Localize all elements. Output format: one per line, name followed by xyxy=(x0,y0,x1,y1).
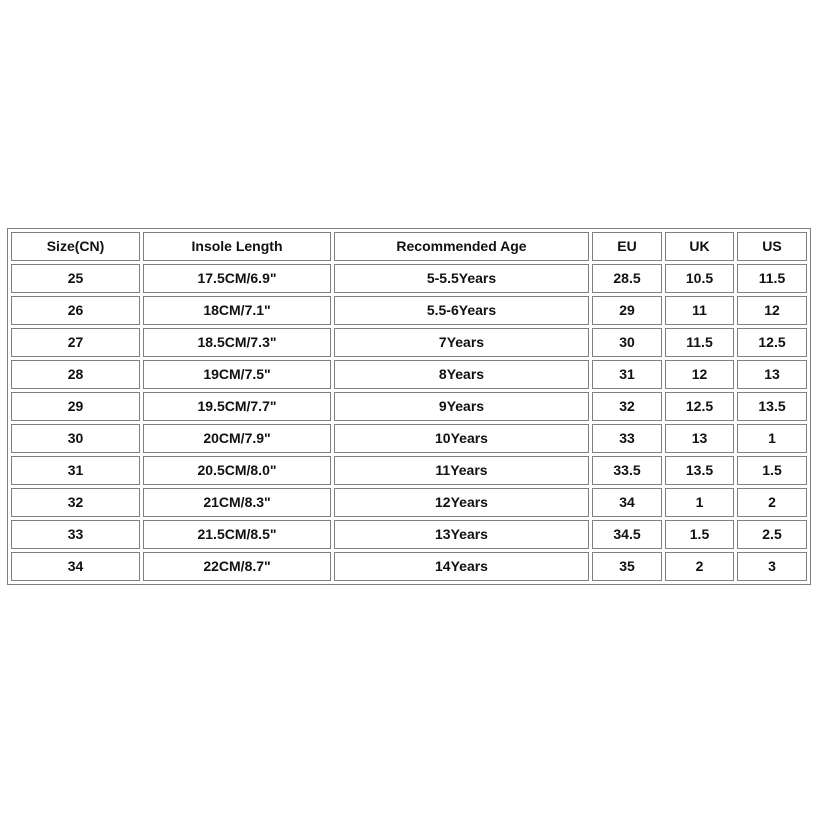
cell-uk: 11.5 xyxy=(665,328,734,357)
cell-size-cn: 28 xyxy=(11,360,140,389)
cell-uk: 1.5 xyxy=(665,520,734,549)
cell-us: 11.5 xyxy=(737,264,807,293)
cell-recommended-age: 10Years xyxy=(334,424,589,453)
cell-insole-length: 17.5CM/6.9" xyxy=(143,264,331,293)
cell-insole-length: 21CM/8.3" xyxy=(143,488,331,517)
cell-us: 12 xyxy=(737,296,807,325)
cell-recommended-age: 8Years xyxy=(334,360,589,389)
cell-insole-length: 20.5CM/8.0" xyxy=(143,456,331,485)
cell-size-cn: 26 xyxy=(11,296,140,325)
cell-recommended-age: 11Years xyxy=(334,456,589,485)
cell-us: 1 xyxy=(737,424,807,453)
table-row xyxy=(11,392,807,421)
header-size-cn: Size(CN) xyxy=(11,232,140,261)
cell-recommended-age: 14Years xyxy=(334,552,589,581)
cell-uk: 2 xyxy=(665,552,734,581)
cell-uk: 1 xyxy=(665,488,734,517)
cell-size-cn: 32 xyxy=(11,488,140,517)
cell-uk: 12 xyxy=(665,360,734,389)
cell-insole-length: 21.5CM/8.5" xyxy=(143,520,331,549)
table-row xyxy=(11,264,807,293)
table-row xyxy=(11,488,807,517)
cell-size-cn: 33 xyxy=(11,520,140,549)
cell-eu: 35 xyxy=(592,552,662,581)
table-header-row xyxy=(11,232,807,261)
cell-eu: 32 xyxy=(592,392,662,421)
cell-eu: 34 xyxy=(592,488,662,517)
header-recommended-age: Recommended Age xyxy=(334,232,589,261)
table-row xyxy=(11,424,807,453)
cell-uk: 11 xyxy=(665,296,734,325)
cell-us: 2.5 xyxy=(737,520,807,549)
cell-us: 2 xyxy=(737,488,807,517)
table-row xyxy=(11,552,807,581)
header-uk: UK xyxy=(665,232,734,261)
cell-uk: 10.5 xyxy=(665,264,734,293)
cell-us: 12.5 xyxy=(737,328,807,357)
cell-insole-length: 18CM/7.1" xyxy=(143,296,331,325)
size-chart-table xyxy=(7,228,811,585)
cell-eu: 33 xyxy=(592,424,662,453)
cell-us: 3 xyxy=(737,552,807,581)
cell-recommended-age: 7Years xyxy=(334,328,589,357)
cell-uk: 13 xyxy=(665,424,734,453)
cell-eu: 33.5 xyxy=(592,456,662,485)
cell-eu: 31 xyxy=(592,360,662,389)
cell-insole-length: 22CM/8.7" xyxy=(143,552,331,581)
table-row xyxy=(11,328,807,357)
cell-insole-length: 18.5CM/7.3" xyxy=(143,328,331,357)
cell-size-cn: 29 xyxy=(11,392,140,421)
cell-eu: 34.5 xyxy=(592,520,662,549)
cell-eu: 28.5 xyxy=(592,264,662,293)
table-row xyxy=(11,456,807,485)
cell-insole-length: 20CM/7.9" xyxy=(143,424,331,453)
cell-recommended-age: 5-5.5Years xyxy=(334,264,589,293)
cell-size-cn: 31 xyxy=(11,456,140,485)
cell-recommended-age: 12Years xyxy=(334,488,589,517)
cell-size-cn: 25 xyxy=(11,264,140,293)
cell-recommended-age: 5.5-6Years xyxy=(334,296,589,325)
cell-recommended-age: 13Years xyxy=(334,520,589,549)
table-row xyxy=(11,360,807,389)
cell-insole-length: 19CM/7.5" xyxy=(143,360,331,389)
header-us: US xyxy=(737,232,807,261)
cell-size-cn: 27 xyxy=(11,328,140,357)
cell-recommended-age: 9Years xyxy=(334,392,589,421)
header-eu: EU xyxy=(592,232,662,261)
cell-size-cn: 30 xyxy=(11,424,140,453)
cell-uk: 12.5 xyxy=(665,392,734,421)
cell-uk: 13.5 xyxy=(665,456,734,485)
header-insole-length: Insole Length xyxy=(143,232,331,261)
cell-eu: 29 xyxy=(592,296,662,325)
cell-insole-length: 19.5CM/7.7" xyxy=(143,392,331,421)
cell-eu: 30 xyxy=(592,328,662,357)
cell-size-cn: 34 xyxy=(11,552,140,581)
table-row xyxy=(11,520,807,549)
cell-us: 1.5 xyxy=(737,456,807,485)
cell-us: 13 xyxy=(737,360,807,389)
cell-us: 13.5 xyxy=(737,392,807,421)
table-row xyxy=(11,296,807,325)
